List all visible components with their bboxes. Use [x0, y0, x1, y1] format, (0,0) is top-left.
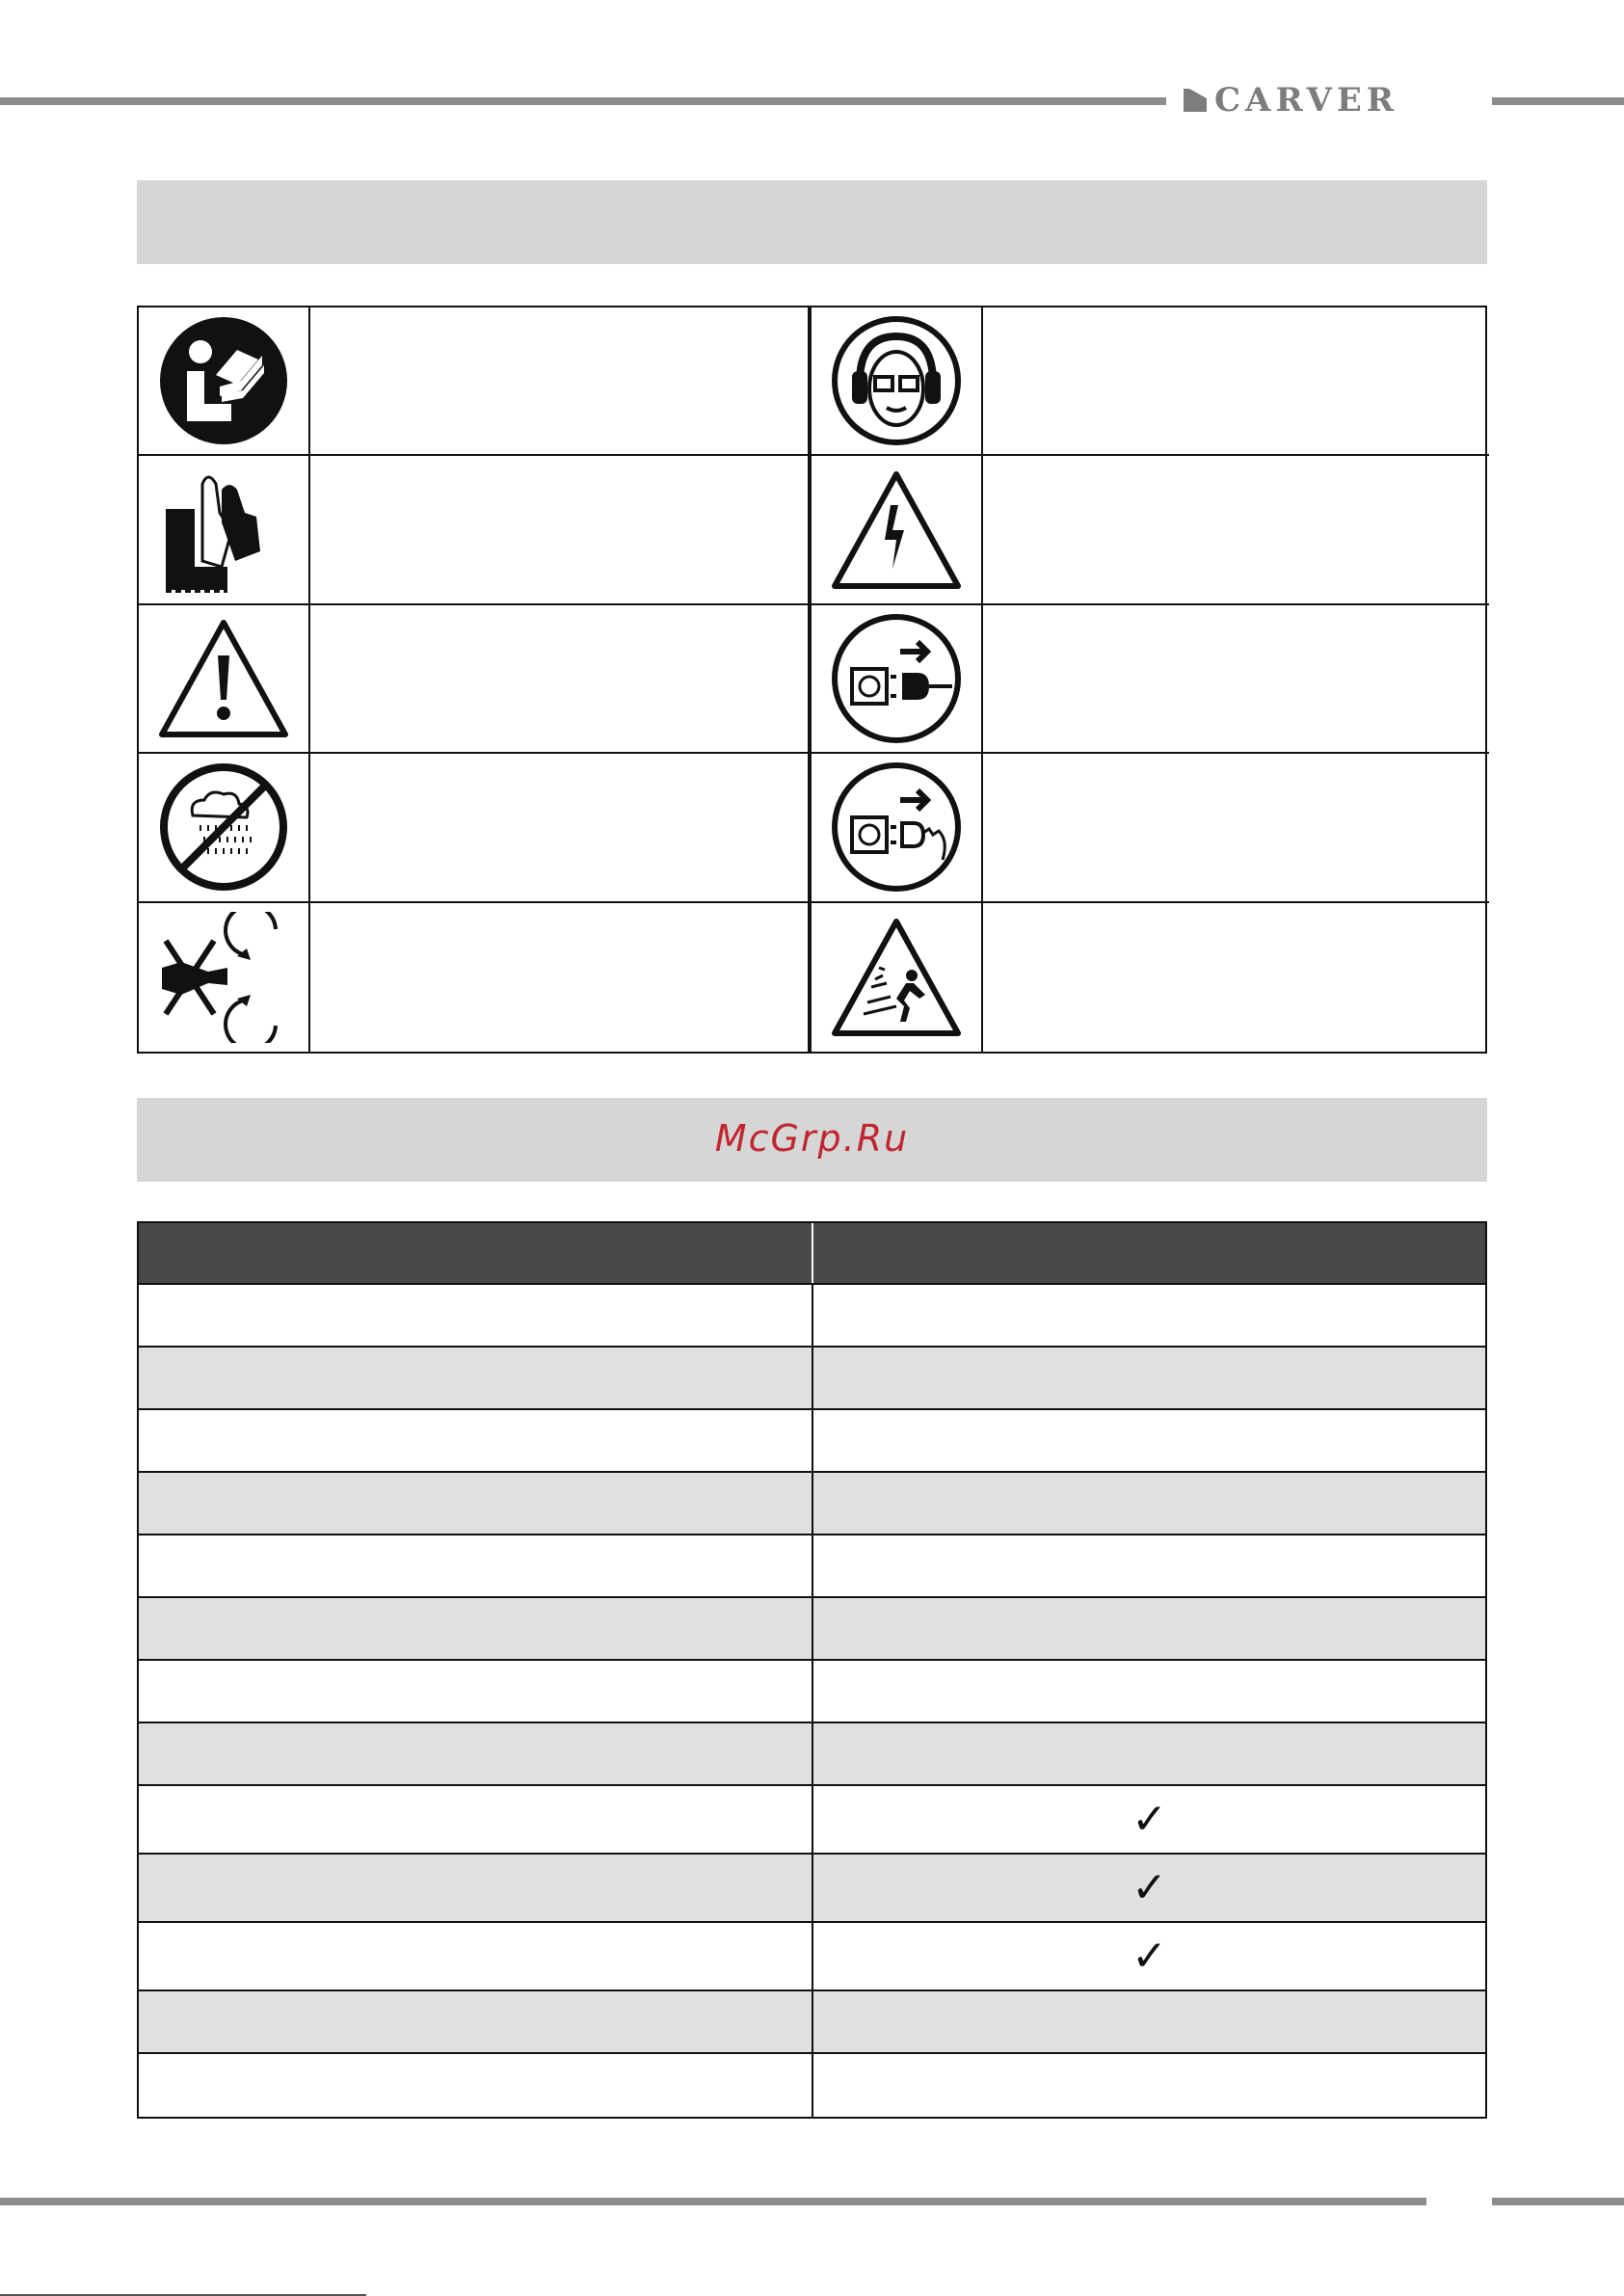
table-header-cell [813, 1223, 1485, 1283]
table-cell [139, 1923, 813, 1989]
thrown-objects-hazard-icon [812, 903, 983, 1052]
brand-mark-icon [1184, 89, 1207, 112]
table-cell [139, 1991, 813, 2052]
checkmark-icon: ✓ [1131, 1795, 1167, 1844]
table-row [139, 1348, 1485, 1410]
table-cell [813, 1661, 1485, 1722]
table-cell [139, 1535, 813, 1596]
brand-logo [1184, 83, 1484, 118]
table-row [139, 1598, 1485, 1661]
table-header-row [139, 1223, 1485, 1285]
table-cell [139, 1786, 813, 1853]
checkmark-icon: ✓ [1131, 1932, 1167, 1981]
wear-ear-eye-protection-icon [812, 307, 983, 456]
table-cell [139, 1855, 813, 1921]
unplug-damaged-cord-icon [812, 754, 983, 902]
symbol-desc-8 [983, 754, 1489, 902]
table-cell [139, 1661, 813, 1722]
symbol-desc-7 [310, 754, 812, 902]
section-bar-symbols [137, 180, 1487, 264]
table-cell [139, 1598, 813, 1659]
symbol-desc-5 [310, 605, 812, 754]
do-not-use-in-rain-icon [139, 754, 310, 902]
table-row [139, 1661, 1485, 1723]
table-cell [139, 1473, 813, 1534]
table-row [139, 1723, 1485, 1786]
header-rule-left [0, 97, 1166, 105]
table-cell [813, 1535, 1485, 1596]
rotating-blades-hazard-icon [139, 903, 310, 1052]
footer-rule-left [0, 2198, 1426, 2205]
table-cell [139, 2054, 813, 2117]
table-row [139, 1855, 1485, 1923]
table-row [139, 1473, 1485, 1535]
table-cell [813, 1991, 1485, 2052]
table-cell [139, 1285, 813, 1346]
symbol-desc-1 [310, 307, 812, 456]
footer-rule-right [1492, 2198, 1624, 2205]
checkmark-icon: ✓ [1131, 1863, 1167, 1912]
table-cell [813, 1410, 1485, 1471]
table-cell [813, 1348, 1485, 1408]
table-row [139, 1991, 1485, 2054]
table-row [139, 1786, 1485, 1855]
section-bar-specs [137, 1098, 1487, 1182]
symbol-desc-3 [310, 456, 812, 604]
table-cell [813, 1473, 1485, 1534]
symbol-desc-6 [983, 605, 1489, 754]
wear-gloves-boots-icon [139, 456, 310, 604]
table-cell [813, 2054, 1485, 2117]
symbol-desc-9 [310, 903, 812, 1052]
read-manual-icon [139, 307, 310, 456]
table-row [139, 1410, 1485, 1473]
table-cell [813, 1723, 1485, 1784]
table-row [139, 1923, 1485, 1991]
table-header-cell [139, 1223, 813, 1283]
unplug-before-maintenance-icon [812, 605, 983, 754]
symbol-desc-4 [983, 456, 1489, 604]
symbol-desc-2 [983, 307, 1489, 456]
table-cell [139, 1348, 813, 1408]
table-row [139, 2054, 1485, 2117]
watermark-text: McGrp.Ru [714, 1117, 910, 1160]
table-cell [139, 1723, 813, 1784]
safety-symbols-grid [137, 306, 1487, 1054]
table-cell [813, 1285, 1485, 1346]
symbol-desc-10 [983, 903, 1489, 1052]
brand-name: CARVER [1214, 81, 1399, 120]
table-row [139, 1285, 1485, 1348]
table-cell [139, 1410, 813, 1471]
general-warning-icon [139, 605, 310, 754]
table-cell [813, 1598, 1485, 1659]
header-rule-right [1492, 97, 1624, 105]
specifications-table [137, 1221, 1487, 2119]
table-row [139, 1535, 1485, 1598]
electric-shock-warning-icon [812, 456, 983, 604]
